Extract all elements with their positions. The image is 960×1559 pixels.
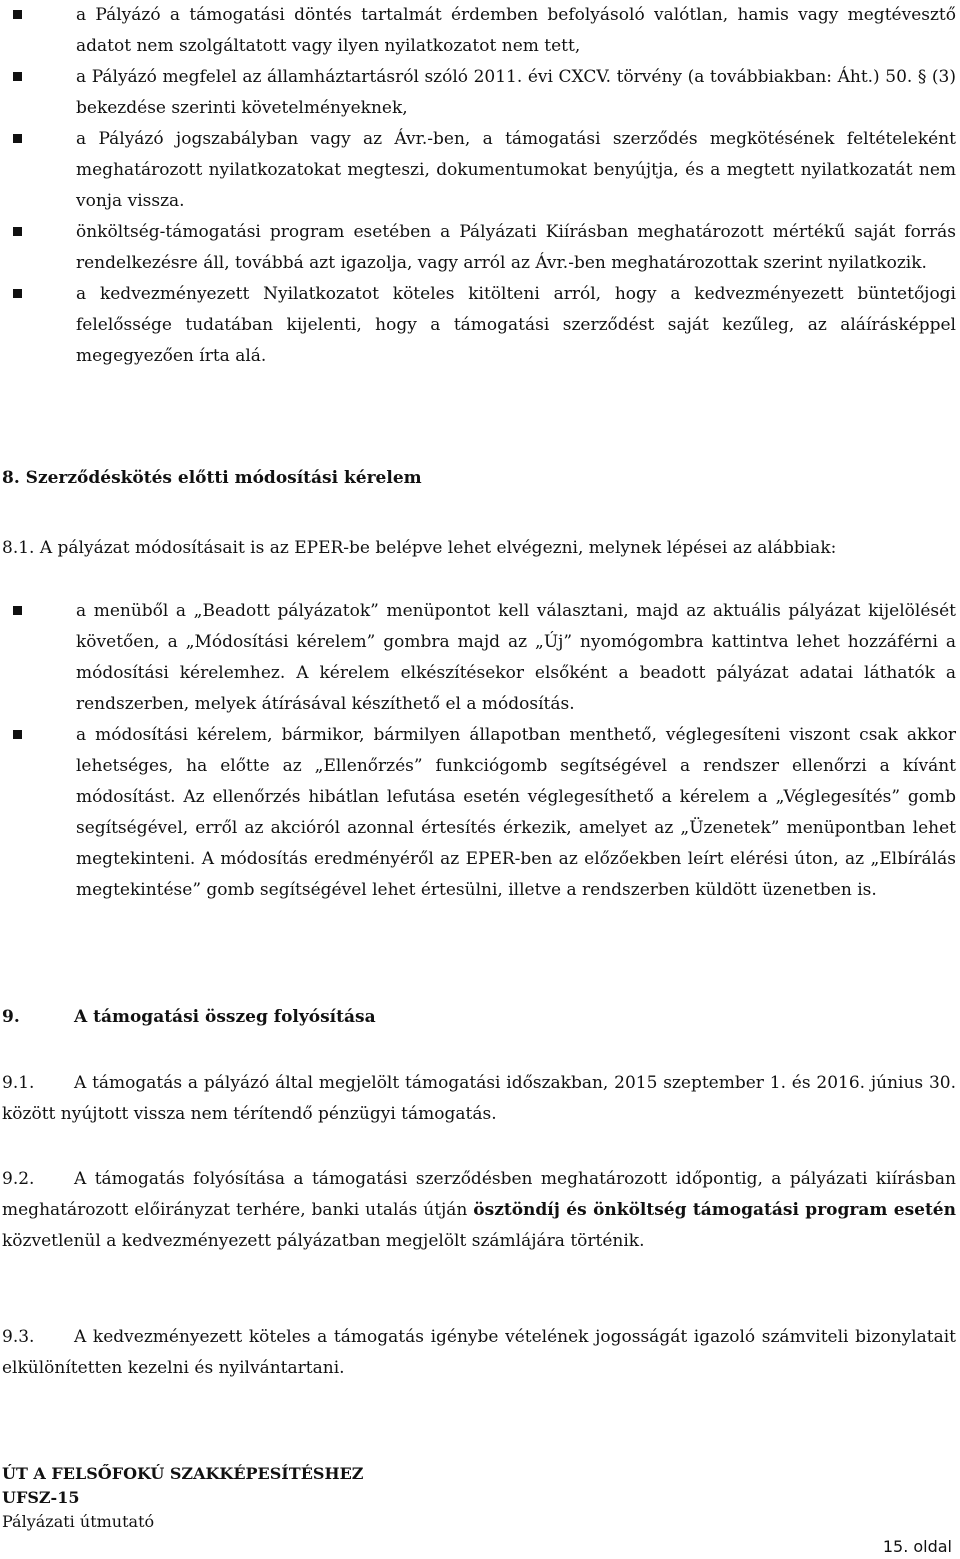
list-item: a módosítási kérelem, bármikor, bármilyen állapotban menthető, véglegesíteni viszont csak akkor lehetséges, ha előtte az „Ellenőrzés” funkciógomb segítségével a rendszer ellenőrzi a kívánt módosítást. Az ellenőrzés hibátlan lefutása esetén véglegesíthető a kérelem a „Véglegesítés” gomb segítségével, erről az akcióról azonnal értesítés érkezik, amelyet az „Üzenetek” menüpontban lehet megtekinteni. A módosítás eredményéről az EPER-ben az előzőekben leírt elérési úton, az „Elbírálás megtekintése” gomb segítségével lehet értesülni, illetve a rendszerben küldött üzenetben is. — [0, 720, 960, 906]
square-bullet-icon — [13, 72, 22, 81]
bold-emphasis: ösztöndíj és önköltség támogatási program esetén — [473, 1200, 956, 1220]
paragraph-9-3-number: 9.3. — [2, 1327, 35, 1347]
paragraph-9-3: 9.3. A kedvezményezett köteles a támogatás igénybe vételének jogosságát igazoló számviteli bizonylatait elkülönítetten kezelni és nyilvántartani. — [2, 1322, 956, 1384]
list-item: a Pályázó megfelel az államháztartásról szóló 2011. évi CXCV. törvény (a továbbiakban: Áht.) 50. § (3) bekezdése szerinti követelményeknek, — [0, 62, 960, 124]
requirements-list — [0, 0, 960, 372]
paragraph-8-1: 8.1. A pályázat módosításait is az EPER-be belépve lehet elvégezni, melynek lépései az alábbiak: — [2, 538, 837, 558]
modification-steps-list — [0, 596, 960, 906]
footer-program-code: UFSZ-15 — [2, 1488, 80, 1507]
list-item: a Pályázó jogszabályban vagy az Ávr.-ben, a támogatási szerződés megkötésének feltételeként meghatározott nyilatkozatokat megteszi, dokumentumokat benyújtja, és a megtett nyilatkozatát nem vonja vissza. — [0, 124, 960, 217]
section-8-heading: 8. Szerződéskötés előtti módosítási kérelem — [2, 468, 422, 488]
section-9-title: A támogatási összeg folyósítása — [74, 1007, 376, 1027]
square-bullet-icon — [13, 227, 22, 236]
footer — [2, 1462, 363, 1534]
section-9-number: 9. — [2, 1007, 20, 1027]
paragraph-9-1-number: 9.1. — [2, 1073, 35, 1093]
paragraph-9-2: 9.2. A támogatás folyósítása a támogatási szerződésben meghatározott időpontig, a pályázati kiírásban meghatározott előirányzat terhére, banki utalás útján ösztöndíj és önköltség támogatási program esetén közvetlenül a kedvezményezett pályázatban megjelölt számlájára történik. — [2, 1164, 956, 1257]
footer-document-title: Pályázati útmutató — [2, 1512, 155, 1531]
square-bullet-icon — [13, 10, 22, 19]
square-bullet-icon — [13, 606, 22, 615]
section-9-heading — [2, 1002, 376, 1033]
square-bullet-icon — [13, 289, 22, 298]
paragraph-9-2-number: 9.2. — [2, 1169, 35, 1189]
list-item: a kedvezményezett Nyilatkozatot köteles kitölteni arról, hogy a kedvezményezett büntetőjogi felelőssége tudatában kijelenti, hogy a támogatási szerződést saját kezűleg, az aláírásképpel megegyezően írta alá. — [0, 279, 960, 372]
square-bullet-icon — [13, 730, 22, 739]
footer-program-title: ÚT A FELSŐFOKÚ SZAKKÉPESÍTÉSHEZ — [2, 1464, 364, 1483]
list-item: a menüből a „Beadott pályázatok” menüpontot kell választani, majd az aktuális pályázat kijelölését követően, a „Módosítási kérelem” gombra majd az „Új” nyomógombra kattintva lehet hozzáférni a módosítási kérelemhez. A kérelem elkészítésekor elsőként a beadott pályázat adatai láthatók a rendszerben, melyek átírásával készíthető el a módosítás. — [0, 596, 960, 720]
page-number: 15. oldal — [882, 1537, 952, 1556]
square-bullet-icon — [13, 134, 22, 143]
list-item: önköltség-támogatási program esetében a Pályázati Kiírásban meghatározott mértékű saját forrás rendelkezésre áll, továbbá azt igazolja, vagy arról az Ávr.-ben meghatározottak szerint nyilatkozik. — [0, 217, 960, 279]
list-item: a Pályázó a támogatási döntés tartalmát érdemben befolyásoló valótlan, hamis vagy megtévesztő adatot nem szolgáltatott vagy ilyen nyilatkozatot nem tett, — [0, 0, 960, 62]
paragraph-9-1: 9.1. A támogatás a pályázó által megjelölt támogatási időszakban, 2015 szeptember 1. és 2016. június 30. között nyújtott vissza nem térítendő pénzügyi támogatás. — [2, 1068, 956, 1130]
